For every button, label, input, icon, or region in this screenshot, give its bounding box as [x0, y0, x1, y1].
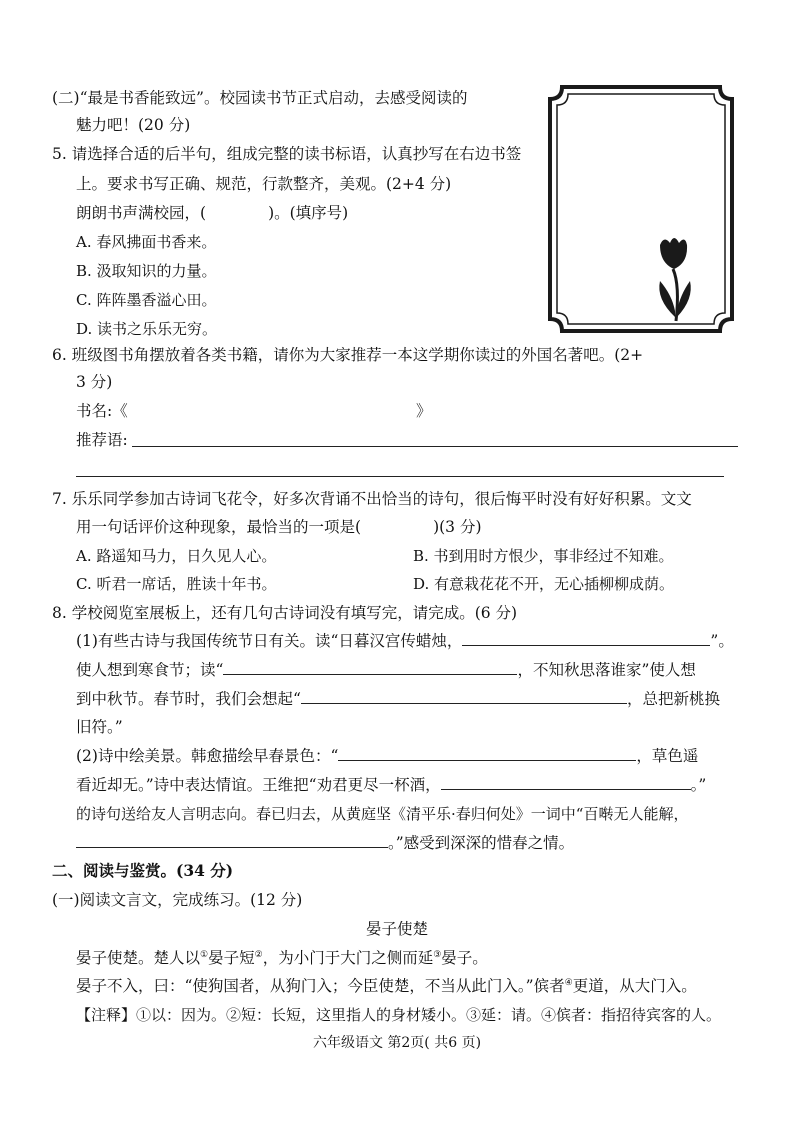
q6-book-name-field[interactable]	[130, 399, 412, 421]
q8-p1c-text: 到中秋节。春节时，我们会想起“	[76, 690, 301, 708]
q8-p1b-text: 使人想到寒食节；读“	[76, 661, 224, 679]
q6-recommend-line2[interactable]	[76, 476, 724, 477]
q8-blank-3[interactable]	[301, 689, 627, 704]
q8-part1-line2	[76, 660, 696, 680]
q5-option-a: A. 春风拂面书香来。	[76, 233, 217, 251]
article-line2-a: 晏子不入，曰：“使狗国者，从狗门入；今臣使楚，不当从此门入。”傧者	[76, 977, 565, 995]
q5-stem-suffix: )。(填序号)	[268, 204, 349, 222]
q8-part2-line2	[76, 775, 706, 795]
article-title: 晏子使楚	[365, 920, 428, 938]
article-line1	[76, 948, 488, 968]
q8-part2-line4	[76, 833, 574, 853]
q8-p2-end: ，草色遥	[636, 747, 699, 765]
q8-p2b-end: 。”	[690, 776, 707, 794]
section-header-line1: (二)“最是书香能致远”。校园读书节正式启动，去感受阅读的	[52, 89, 468, 107]
q7-line1: 7. 乐乐同学参加古诗词飞花令，好多次背诵不出恰当的诗句，很后悔平时没有好好积累。文文	[52, 490, 692, 508]
q6-recommend-line1[interactable]	[132, 446, 738, 447]
footnote-ref-2: ②	[254, 949, 263, 960]
q8-blank-6[interactable]	[76, 833, 388, 848]
q6-book-close: 》	[416, 402, 432, 420]
q8-blank-4[interactable]	[338, 746, 636, 761]
q8-part1-line1	[76, 631, 734, 651]
q7-option-d: D. 有意栽花花不开，无心插柳柳成荫。	[413, 575, 675, 593]
q5-stem-text: 朗朗书声满校园，(	[76, 204, 207, 222]
part2-title: 二、阅读与鉴赏。(34 分)	[52, 861, 234, 880]
q7-option-b: B. 书到用时方恨少，事非经过不知难。	[413, 547, 674, 565]
article-line1-d: 晏子。	[441, 949, 488, 967]
q8-p2-text: (2)诗中绘美景。韩愈描绘早春景色：“	[76, 747, 339, 765]
footnote-ref-4: ④	[564, 977, 573, 988]
q5-stem	[76, 203, 348, 223]
article-line1-a: 晏子使楚。楚人以	[76, 949, 201, 967]
q7-option-c: C. 听君一席话，胜读十年书。	[76, 575, 277, 593]
q6-line2: 3 分)	[76, 373, 113, 391]
article-line2-b: 更道，从大门入。	[572, 977, 697, 995]
q7-stem: 用一句话评价这种现象，最恰当的一项是(	[76, 518, 362, 536]
q8-p1c-end: ，总把新桃换	[626, 690, 720, 708]
q7-line2	[76, 517, 482, 537]
q5-option-b: B. 汲取知识的力量。	[76, 262, 217, 280]
q8-part2-line3: 的诗句送给友人言明志向。春已归去，从黄庭坚《清平乐·春归何处》一词中“百啭无人能解，	[76, 805, 689, 823]
article-line2	[76, 976, 697, 996]
footnote-ref-1: ①	[200, 949, 209, 960]
q7-score: )(3 分)	[433, 518, 482, 536]
section-header-line2: 魅力吧！(20 分)	[76, 116, 191, 134]
footnote-ref-3: ③	[433, 949, 442, 960]
q6-recommend-label: 推荐语:	[76, 431, 128, 449]
q8-p1-end: ”。	[710, 632, 734, 650]
q5-option-d: D. 读书之乐乐无穷。	[76, 320, 218, 338]
q5-line1: 5. 请选择合适的后半句，组成完整的读书标语，认真抄写在右边书签	[52, 145, 522, 163]
q8-line1: 8. 学校阅览室展板上，还有几句古诗词没有填写完，请完成。(6 分)	[52, 604, 518, 622]
article-line1-c: ，为小门于大门之侧而延	[262, 949, 434, 967]
bookmark-frame[interactable]	[548, 85, 734, 333]
q8-part1-line4: 旧符。”	[76, 718, 123, 736]
q8-blank-2[interactable]	[223, 660, 517, 675]
q8-p2d-end: 。”感受到深深的惜春之情。	[388, 834, 575, 852]
q7-option-a: A. 路遥知马力，日久见人心。	[76, 547, 277, 565]
q8-p1b-end: ，不知秋思落谁家”使人想	[517, 661, 696, 679]
q6-book-label: 书名:《	[76, 402, 128, 420]
q5-option-c: C. 阵阵墨香溢心田。	[76, 291, 217, 309]
article-line1-b: 晏子短	[208, 949, 255, 967]
tulip-icon	[659, 238, 690, 321]
annotation-notes: 【注释】①以：因为。②短：长短，这里指人的身材矮小。③延：请。④傧者：指招待宾客的人。	[76, 1006, 722, 1024]
page-footer: 六年级语文 第2页( 共6 页)	[312, 1035, 482, 1051]
q8-blank-5[interactable]	[441, 775, 691, 790]
q8-p2b-text: 看近却无。”诗中表达情谊。王维把“劝君更尽一杯酒，	[76, 776, 441, 794]
q8-p1-text: (1)有些古诗与我国传统节日有关。读“日暮汉宫传蜡烛，	[76, 632, 463, 650]
q8-blank-1[interactable]	[462, 631, 710, 646]
q6-line1: 6. 班级图书角摆放着各类书籍，请你为大家推荐一本这学期你读过的外国名著吧。(2+	[52, 346, 644, 364]
q8-part1-line3	[76, 689, 720, 709]
q8-part2-line1	[76, 746, 698, 766]
q5-line2: 上。要求书写正确、规范，行款整齐，美观。(2+4 分)	[76, 175, 452, 193]
part2-subsection: (一)阅读文言文，完成练习。(12 分)	[52, 891, 303, 909]
